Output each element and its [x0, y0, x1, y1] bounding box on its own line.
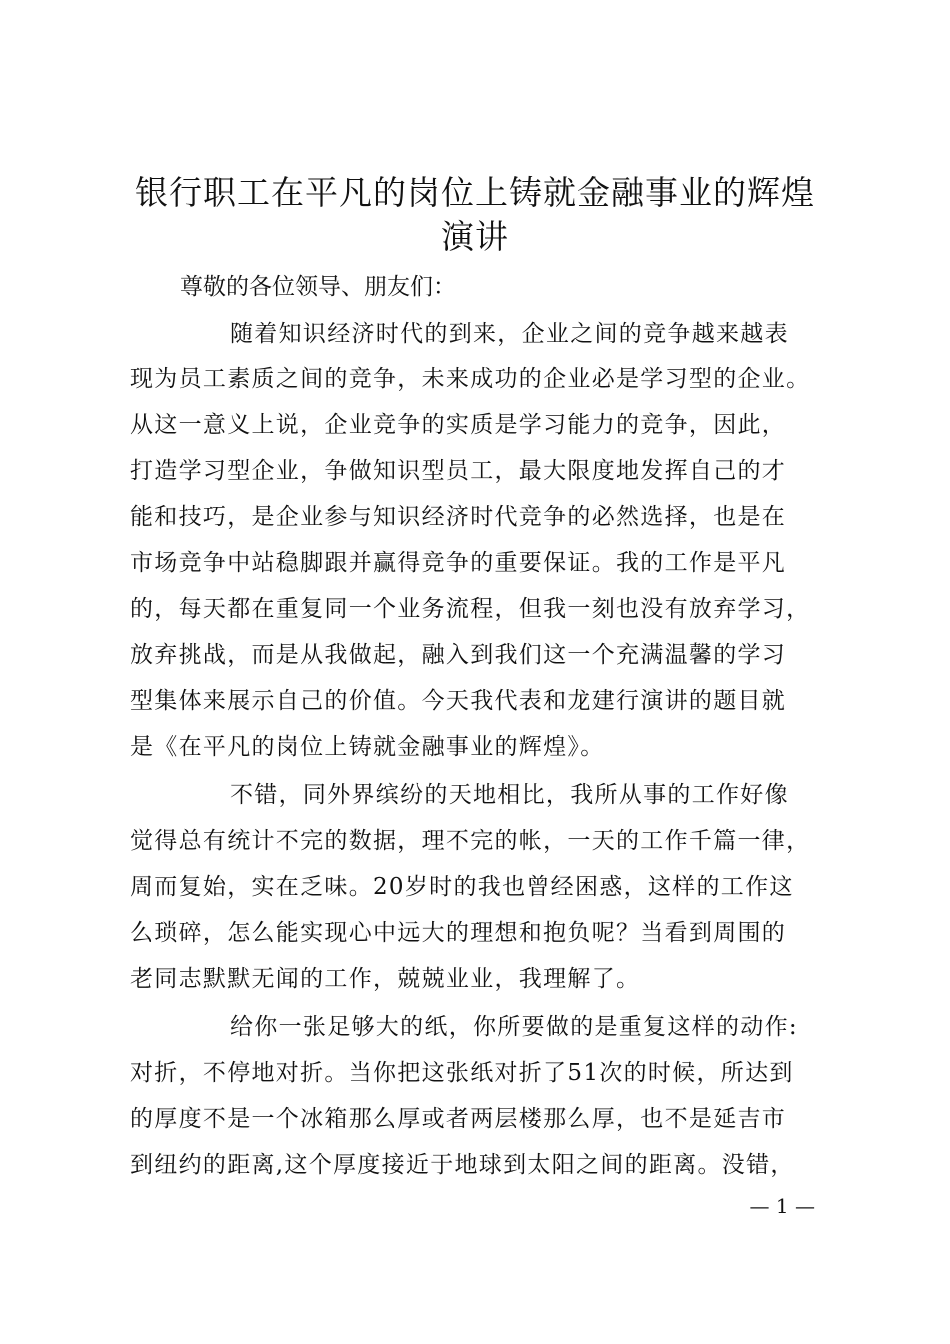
- paragraph-1-line-7: 的，每天都在重复同一个业务流程，但我一刻也没有放弃学习，: [130, 596, 811, 622]
- paragraph-1-line-6: 市场竞争中站稳脚跟并赢得竞争的重要保证。我的工作是平凡: [130, 550, 787, 576]
- paragraph-3-line-1: 给你一张足够大的纸，你所要做的是重复这样的动作:: [230, 1014, 798, 1040]
- paragraph-1-line-5: 能和技巧，是企业参与知识经济时代竞争的必然选择，也是在: [130, 504, 787, 530]
- paragraph-1-line-8: 放弃挑战，而是从我做起，融入到我们这一个充满温馨的学习: [130, 642, 787, 668]
- paragraph-1-line-4: 打造学习型企业，争做知识型员工，最大限度地发挥自己的才: [130, 458, 787, 484]
- salutation: 尊敬的各位领导、朋友们：: [180, 274, 456, 300]
- paragraph-2-line-3: 周而复始，实在乏味。20岁时的我也曾经困惑，这样的工作这: [130, 874, 794, 900]
- paragraph-3-line-2: 对折，不停地对折。当你把这张纸对折了51次的时候，所达到: [130, 1060, 794, 1086]
- paragraph-2-line-2: 觉得总有统计不完的数据，理不完的帐，一天的工作千篇一律，: [130, 828, 811, 854]
- document-title-line-2: 演讲: [441, 217, 509, 256]
- page-number: — 1 —: [749, 1194, 815, 1218]
- paragraph-2-line-4: 么琐碎，怎么能实现心中远大的理想和抱负呢？当看到周围的: [130, 920, 787, 946]
- document-title-line-1: 银行职工在平凡的岗位上铸就金融事业的辉煌: [135, 173, 815, 212]
- paragraph-1-line-3: 从这一意义上说，企业竞争的实质是学习能力的竞争，因此，: [130, 412, 787, 438]
- paragraph-1-line-9: 型集体来展示自己的价值。今天我代表和龙建行演讲的题目就: [130, 688, 787, 714]
- paragraph-3-line-3: 的厚度不是一个冰箱那么厚或者两层楼那么厚，也不是延吉市: [130, 1106, 787, 1132]
- paragraph-1-line-1: 随着知识经济时代的到来，企业之间的竞争越来越表: [230, 321, 789, 347]
- paragraph-2-line-5: 老同志默默无闻的工作，兢兢业业，我理解了。: [130, 966, 641, 992]
- paragraph-2-line-1: 不错，同外界缤纷的天地相比，我所从事的工作好像: [230, 782, 789, 808]
- paragraph-3-line-4: 到纽约的距离,这个厚度接近于地球到太阳之间的距离。没错，: [130, 1152, 795, 1178]
- paragraph-1-line-2: 现为员工素质之间的竞争，未来成功的企业必是学习型的企业。: [130, 366, 811, 392]
- paragraph-1-line-10: 是《在平凡的岗位上铸就金融事业的辉煌》。: [130, 734, 605, 760]
